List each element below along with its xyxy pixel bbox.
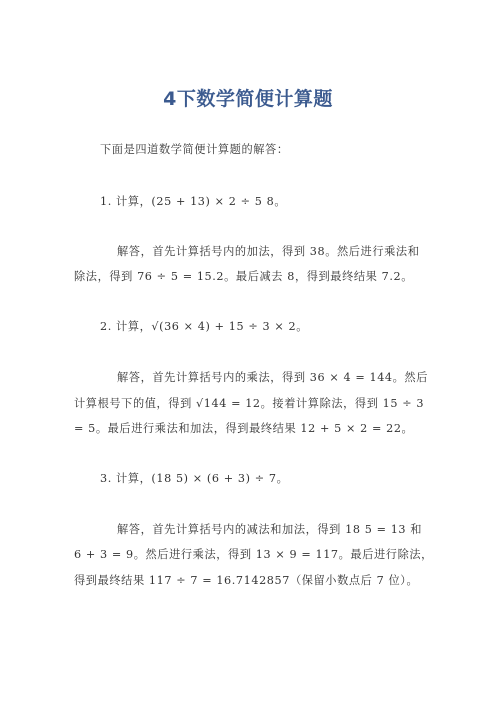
problem-1-answer-line-1: 解答，首先计算括号内的加法，得到 38。然后进行乘法和 bbox=[117, 245, 420, 258]
problem-2-answer-line-3: = 5。最后进行乘法和加法，得到最终结果 12 + 5 × 2 = 22。 bbox=[74, 422, 414, 435]
problem-3-question: 3. 计算，(18 5) × (6 + 3) ÷ 7。 bbox=[100, 472, 289, 485]
problem-2-answer-line-2: 计算根号下的值，得到 √144 = 12。接着计算除法，得到 15 ÷ 3 bbox=[74, 397, 425, 410]
page-title: 4下数学简便计算题 bbox=[163, 88, 333, 110]
intro-text: 下面是四道数学简便计算题的解答： bbox=[100, 143, 289, 156]
problem-3-answer-line-1: 解答，首先计算括号内的减法和加法，得到 18 5 = 13 和 bbox=[117, 523, 423, 536]
problem-1-question: 1. 计算，(25 + 13) × 2 ÷ 5 8。 bbox=[100, 195, 287, 208]
problem-2-answer-line-1: 解答，首先计算括号内的乘法，得到 36 × 4 = 144。然后 bbox=[117, 371, 428, 384]
problem-1-answer-line-2: 除法，得到 76 ÷ 5 = 15.2。最后减去 8，得到最终结果 7.2。 bbox=[74, 270, 413, 283]
problem-3-answer-line-2: 6 + 3 = 9。然后进行乘法，得到 13 × 9 = 117。最后进行除法， bbox=[74, 548, 433, 561]
problem-2-question: 2. 计算，√(36 × 4) + 15 ÷ 3 × 2。 bbox=[100, 320, 309, 333]
problem-3-answer-line-3: 得到最终结果 117 ÷ 7 = 16.7142857（保留小数点后 7 位）。 bbox=[74, 574, 419, 587]
